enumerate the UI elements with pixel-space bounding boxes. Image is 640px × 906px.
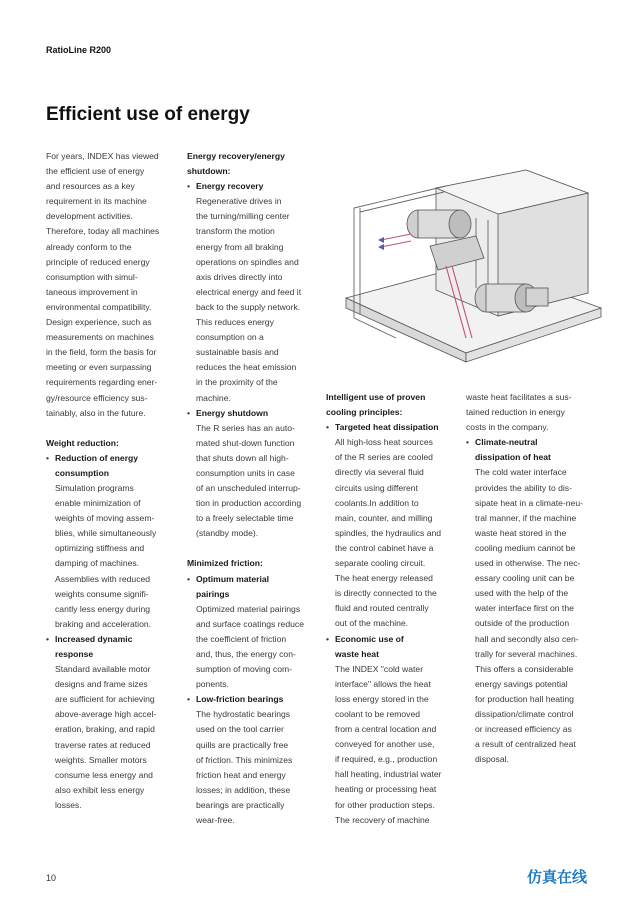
column-2 [187,149,323,828]
column-4 [466,390,606,767]
bullet-title: Optimum material pairings [196,573,270,599]
bullet-icon: • [326,422,330,433]
bullet-item [187,179,323,405]
bullet-body: All high-loss heat sources of the R series are cooled directly via several fluid circuits using different coolants.In addition to main, counter, and milling spindles, the hydraulics and the control cabinet have a separate cooling circuit. The heat energy released is directly connected to the fluid and routed centrally out of the machine. [335,437,442,629]
machine-cooling-diagram-icon [326,148,606,368]
bullet-icon: • [187,694,191,705]
bullet-body: Regenerative drives in the turning/milling center transform the motion energy from all braking operations on spindles and axis drives directly into electrical energy and feed it back to the supply network. This reduces energy consumption on a sustainable basis and reduces the heat emission in the proximity of the machine. [196,196,302,403]
bullet-title: Increased dynamic response [55,633,133,659]
bullet-body: The INDEX "cold water interface" allows the heat loss energy stored in the coolant to be removed from a central location and conveyed for another use, if required, e.g., production hall heating, industrial water heating or processing heat for other production steps. The recovery of machine [335,663,442,825]
bullet-body: Standard available motor designs and frame sizes are sufficient for achieving above-average high accel- eration, braking, and rapid traverse rates at reduced weights. Smaller motors consume less energy and also exhibit less energy losses. [55,664,157,810]
bullet-item [46,632,181,813]
page-title: Efficient use of energy [46,104,250,125]
page-number: 10 [46,873,57,883]
bullet-icon: • [46,452,50,463]
bullet-icon: • [46,633,50,644]
bullet-body: The hydrostatic bearings used on the tool carrier quills are practically free of friction. This minimizes friction heat and energy losses; in addition, these bearings are practically wear-free. [196,709,293,826]
bullet-title: Energy recovery [196,181,264,192]
bullet-body: The cold water interface provides the ability to dis- sipate heat in a climate-neu- tral manner, if the machine waste heat stored in the cooling medium cannot be used in otherwise. The nec- essary cooling unit can be used with the help of the water interface first on the outside of the production hall and secondly also cen- trally for several machines. This offers a considerable energy savings potential for production hall heating dissipation/climate control or increased efficiency as a result of centralized heat disposal. [475,467,583,765]
section-heading: Weight reduction: [46,437,119,448]
section-heading: Minimized friction: [187,558,263,569]
bullet-item [326,420,468,631]
bullet-title: Energy shutdown [196,407,269,418]
bullet-title: Climate-neutral dissipation of heat [475,437,551,463]
column-3 [326,390,468,828]
bullet-title: Low-friction bearings [196,694,284,705]
bullet-title: Reduction of energy consumption [55,452,139,478]
header-product: RatioLine R200 [46,45,112,55]
intro-text: waste heat facilitates a sus- tained reduction in energy costs in the company. [466,392,572,433]
section-heading: Energy recovery/energy shutdown: [187,151,285,177]
bullet-body: Simulation programs enable minimization of weights of moving assem- blies, while simultaneously optimizing stiffness and damping of machines. Assemblies with reduced weights consume signifi- cantly less energy during braking and acceleration. [55,482,157,629]
bullet-title: Targeted heat dissipation [335,422,439,433]
bullet-body: The R series has an auto- mated shut-down function that shuts down all high- consumption units in case of an unscheduled interrup- tion in production according to a freely selectable time (standby mode). [196,422,302,539]
bullet-icon: • [187,573,191,584]
column-1 [46,149,181,813]
bullet-icon: • [466,437,470,448]
bullet-item [187,572,323,693]
bullet-icon: • [326,633,330,644]
bullet-item [187,406,323,542]
bullet-item [326,632,468,828]
watermark-logo: 仿真在线 [527,869,588,886]
bullet-icon: • [187,181,191,192]
section-heading: Intelligent use of proven cooling principles: [326,392,426,418]
bullet-item [187,692,323,828]
bullet-body: Optimized material pairings and surface coatings reduce the coefficient of friction and, thus, the energy con- sumption of moving com- ponents. [196,603,304,690]
bullet-item [46,451,181,632]
bullet-item [466,435,606,767]
bullet-title: Economic use of waste heat [335,633,404,659]
bullet-icon: • [187,407,191,418]
intro-text: For years, INDEX has viewed the efficient use of energy and resources as a key requirement in its machine development activities. Therefore, today all machines already conform to the principle of reduced energy consumption with simul- taneous improvement in environmental compatibility. Design experience, such as measurements on machines in the field, form the basis for meeting or even surpassing requirements regarding ener- gy/resource efficiency sus- tainably, also in the future. [46,151,160,418]
